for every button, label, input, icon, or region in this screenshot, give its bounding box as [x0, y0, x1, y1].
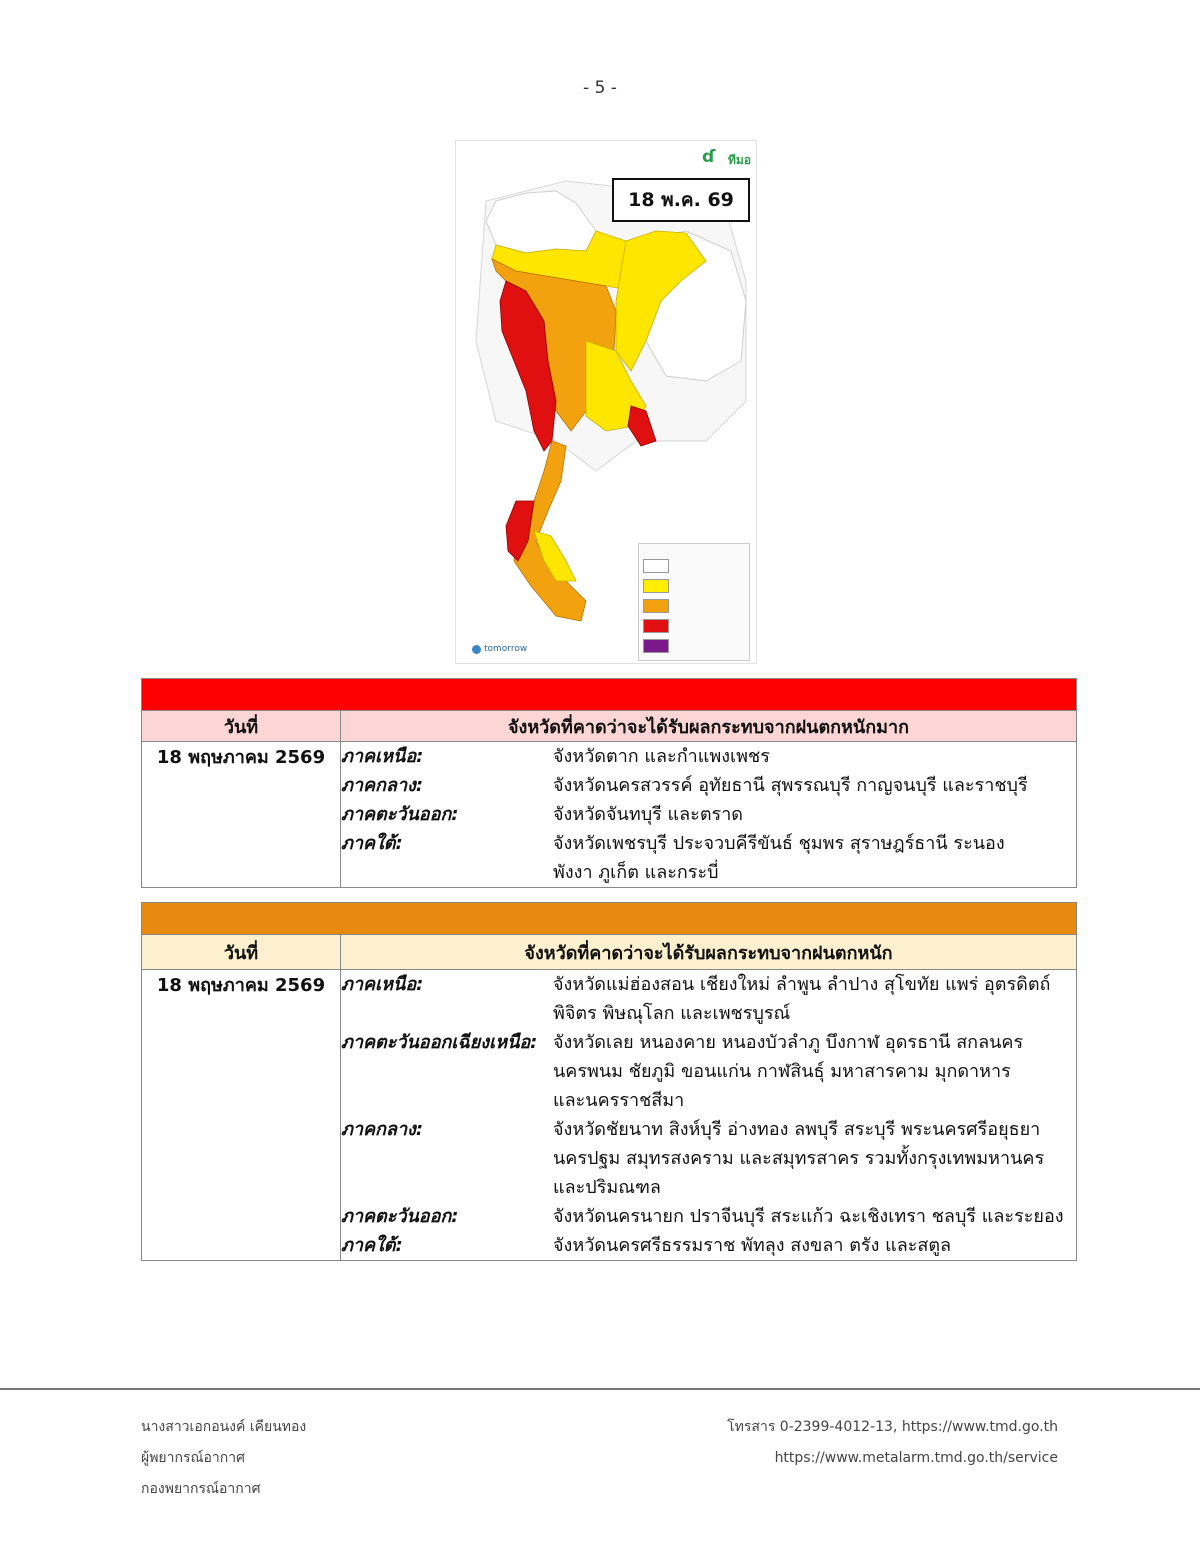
forecaster-division: กองพยากรณ์อากาศ — [141, 1481, 261, 1497]
footer-divider — [0, 1388, 1200, 1390]
column-header-date: วันที่ — [142, 935, 341, 970]
footer-signature — [141, 1412, 306, 1505]
province-list: นครพนม ชัยภูมิ ขอนแก่น กาฬสินธุ์ มหาสารคาม มุกดาหาร — [553, 1061, 1011, 1082]
region-label: ภาคตะวันออก: — [341, 804, 459, 825]
tmd-logo-text: ทีมอ — [728, 153, 752, 167]
legend-swatch — [643, 579, 669, 593]
province-list: จังหวัดเลย หนองคาย หนองบัวลำภู บึงกาฬ อุดรธานี สกลนคร — [553, 1032, 1024, 1053]
legend-swatch — [643, 599, 669, 613]
service-url: https://www.metalarm.tmd.go.th/service — [774, 1450, 1058, 1466]
forecast-date: 18 พฤษภาคม 2569 — [142, 742, 341, 888]
very-heavy-rain-table — [141, 678, 1077, 888]
heavy-color-band — [142, 903, 1077, 935]
region-row — [341, 1028, 1076, 1057]
region-label: ภาคกลาง: — [341, 775, 424, 796]
province-list: จังหวัดชัยนาท สิงห์บุรี อ่างทอง ลพบุรี สระบุรี พระนครศรีอยุธยา — [553, 1119, 1041, 1140]
province-list: จังหวัดนครสวรรค์ อุทัยธานี สุพรรณบุรี กาญจนบุรี และราชบุรี — [553, 775, 1028, 796]
column-header-provinces: จังหวัดที่คาดว่าจะได้รับผลกระทบจากฝนตกหนักมาก — [341, 711, 1077, 742]
legend-item — [639, 636, 749, 656]
province-list: จังหวัดเพชรบุรี ประจวบคีรีขันธ์ ชุมพร สุราษฎร์ธานี ระนอง — [553, 833, 1005, 854]
column-header-date: วันที่ — [142, 711, 341, 742]
region-row-continued — [341, 1086, 1076, 1115]
tmd-logo-icon: ɗ — [702, 147, 716, 167]
page-number: - 5 - — [583, 78, 617, 98]
heavy-rain-table — [141, 902, 1077, 1261]
region-label: ภาคตะวันออก: — [341, 1206, 459, 1227]
fax-and-website: โทรสาร 0-2399-4012-13, https://www.tmd.go.th — [727, 1419, 1058, 1435]
map-date-label: 18 พ.ค. 69 — [612, 178, 750, 222]
legend-swatch — [643, 619, 669, 633]
legend-title — [639, 548, 749, 556]
province-list: จังหวัดแม่ฮ่องสอน เชียงใหม่ ลำพูน ลำปาง สุโขทัย แพร่ อุตรดิตถ์ — [553, 974, 1051, 995]
region-row — [341, 970, 1076, 999]
region-row — [341, 829, 1076, 858]
region-row — [341, 1115, 1076, 1144]
region-row-continued — [341, 1057, 1076, 1086]
region-label: ภาคใต้: — [341, 833, 403, 854]
legend-item — [639, 556, 749, 576]
province-list: และนครราชสีมา — [553, 1090, 685, 1111]
footer-contact — [727, 1412, 1058, 1474]
region-row-continued — [341, 858, 1076, 887]
province-list: พังงา ภูเก็ต และกระบี่ — [553, 862, 719, 883]
province-list: นครปฐม สมุทรสงคราม และสมุทรสาคร รวมทั้งกรุงเทพมหานคร — [553, 1148, 1045, 1169]
very-heavy-color-band — [142, 679, 1077, 711]
province-list: จังหวัดตาก และกำแพงเพชร — [553, 746, 770, 767]
region-label: ภาคกลาง: — [341, 1119, 424, 1140]
legend-item — [639, 576, 749, 596]
region-row — [341, 771, 1076, 800]
region-label: ภาคตะวันออกเฉียงเหนือ: — [341, 1032, 538, 1053]
region-row-continued — [341, 1144, 1076, 1173]
legend-item — [639, 596, 749, 616]
province-list: พิจิตร พิษณุโลก และเพชรบูรณ์ — [553, 1003, 791, 1024]
region-label: ภาคใต้: — [341, 1235, 403, 1256]
province-list: จังหวัดจันทบุรี และตราด — [553, 804, 743, 825]
region-row-continued — [341, 1173, 1076, 1202]
region-row — [341, 1231, 1076, 1260]
tomorrow-logo-text: tomorrow — [484, 644, 528, 654]
column-header-provinces: จังหวัดที่คาดว่าจะได้รับผลกระทบจากฝนตกหนัก — [341, 935, 1077, 970]
region-row — [341, 742, 1076, 771]
region-label: ภาคเหนือ: — [341, 746, 424, 767]
map-legend — [638, 543, 750, 661]
region-row — [341, 800, 1076, 829]
affected-provinces-list — [341, 742, 1077, 888]
province-list: จังหวัดนครนายก ปราจีนบุรี สระแก้ว ฉะเชิงเทรา ชลบุรี และระยอง — [553, 1206, 1064, 1227]
forecast-date: 18 พฤษภาคม 2569 — [142, 970, 341, 1261]
region-label: ภาคเหนือ: — [341, 974, 424, 995]
tomorrow-logo — [472, 644, 527, 654]
tomorrow-logo-icon — [472, 645, 481, 654]
region-row-continued — [341, 999, 1076, 1028]
affected-provinces-list — [341, 970, 1077, 1261]
province-list: จังหวัดนครศรีธรรมราช พัทลุง สงขลา ตรัง และสตูล — [553, 1235, 952, 1256]
legend-swatch — [643, 639, 669, 653]
region-row — [341, 1202, 1076, 1231]
province-list: และปริมณฑล — [553, 1177, 661, 1198]
rain-forecast-map — [455, 140, 757, 664]
legend-item — [639, 616, 749, 636]
legend-swatch — [643, 559, 669, 573]
forecaster-position: ผู้พยากรณ์อากาศ — [141, 1450, 245, 1466]
forecaster-name: นางสาวเอกอนงค์ เคียนทอง — [141, 1419, 307, 1435]
